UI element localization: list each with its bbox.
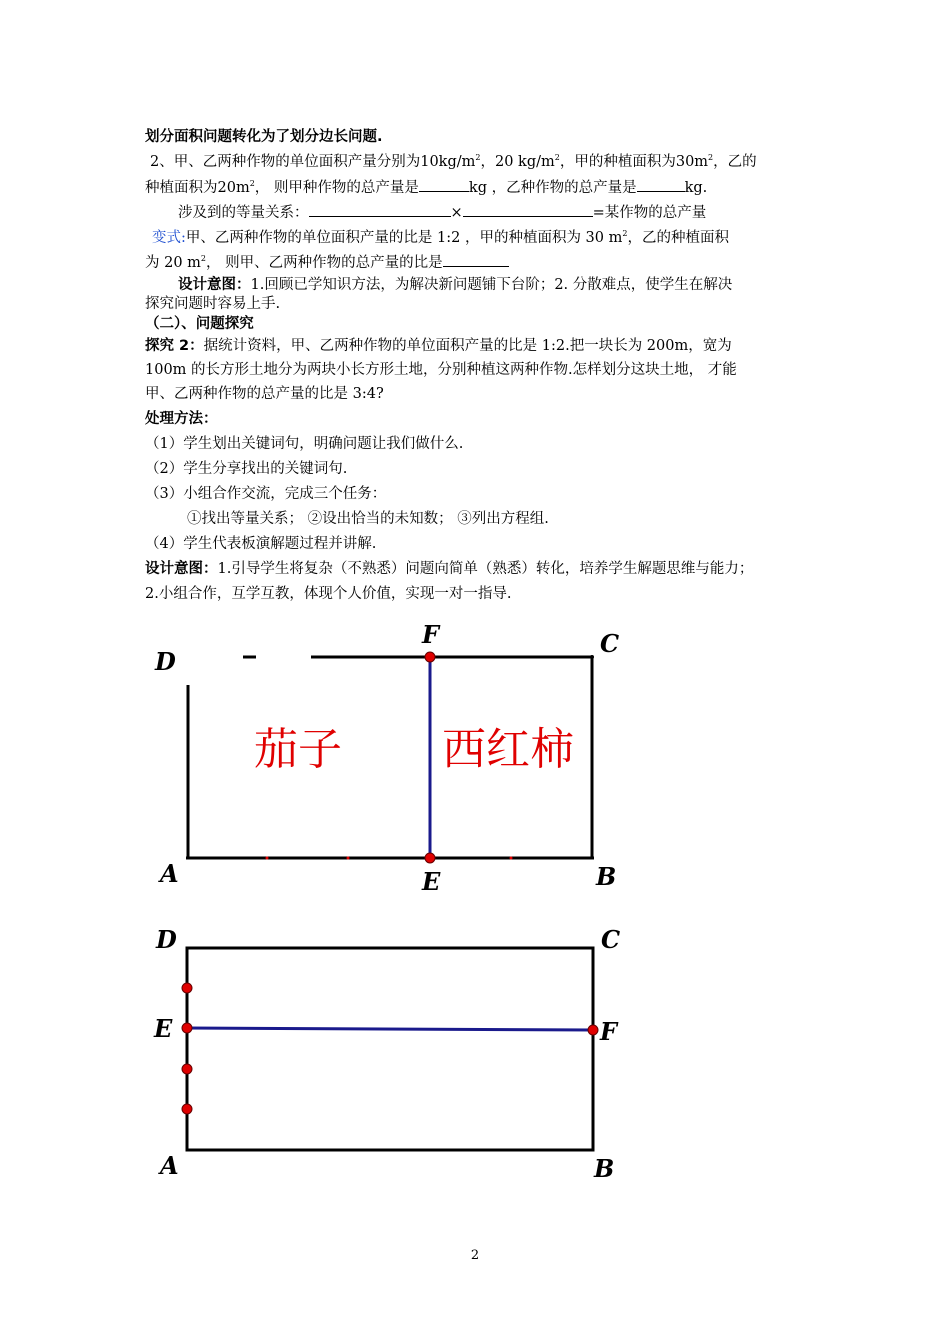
text-line-1: 划分面积问题转化为了划分边长问题. bbox=[145, 129, 383, 145]
fig1-crop-tomato: 西红柿 bbox=[442, 724, 574, 775]
text-line-8: 探究问题时容易上手. bbox=[145, 296, 281, 312]
fig1-label-c: C bbox=[600, 629, 620, 658]
fig2-label-e: E bbox=[154, 1014, 173, 1043]
fig2-divider-ef bbox=[187, 1028, 593, 1030]
fig1-label-e: E bbox=[422, 867, 441, 896]
fig1-label-f: F bbox=[422, 620, 440, 649]
text-line-2: 2、甲、乙两种作物的单位面积产量分别为$10kg/m^2$，20 $kg/m^2$，甲的种植面积为$30m^2$，乙的 bbox=[150, 153, 757, 170]
fig2-label-f: F bbox=[600, 1017, 618, 1046]
text-line-5: 变式:甲、乙两种作物的单位面积产量的比是 1:2 ，甲的种植面积为 30 $m^2$，乙的种植面积 bbox=[152, 229, 729, 246]
fig1-label-d: D bbox=[155, 647, 176, 676]
fig1-label-a: A bbox=[160, 859, 179, 888]
text-line-20: 2.小组合作，互学互教，体现个人价值，实现一对一指导. bbox=[145, 586, 512, 602]
fig2-label-c: C bbox=[601, 925, 621, 954]
section-heading: （二）、问题探究 bbox=[145, 316, 254, 332]
fig1-label-b: B bbox=[596, 862, 617, 891]
text-line-4: 涉及到的等量关系： × =某作物的总产量 bbox=[178, 202, 848, 223]
text-line-13: 处理方法： bbox=[145, 411, 218, 427]
text-line-3: 种植面积为$20m^2$， 则甲种作物的总产量是 kg ，乙种作物的总产量是 kg. bbox=[145, 177, 815, 198]
text-line-6: 为 20 $m^2$， 则甲、乙两种作物的总产量的比是 bbox=[145, 252, 815, 273]
text-line-15: （2）学生分享找出的关键词句. bbox=[145, 461, 348, 477]
fig2-rectangle bbox=[187, 948, 593, 1150]
text-line-19: 设计意图：1.引导学生将复杂（不熟悉）问题向简单（熟悉）转化，培养学生解题思维与能力； bbox=[145, 561, 754, 577]
text-line-11: 100m 的长方形土地分为两块小长方形土地，分别种植这两种作物.怎样划分这块土地， 才能 bbox=[145, 362, 737, 378]
fig2-point-1 bbox=[182, 983, 192, 993]
text-line-17: ①找出等量关系； ②设出恰当的未知数； ③列出方程组. bbox=[187, 511, 549, 527]
text-line-16: （3）小组合作交流，完成三个任务： bbox=[145, 486, 387, 502]
page-number: 2 bbox=[470, 1248, 480, 1263]
fig2-point-f bbox=[588, 1025, 598, 1035]
text-line-10: 探究 2：据统计资料，甲、乙两种作物的单位面积产量的比是 1:2.把一块长为 200m，宽为 bbox=[145, 338, 732, 354]
variant-label: 变式: bbox=[152, 230, 186, 246]
fig2-label-d: D bbox=[156, 925, 177, 954]
fig2-label-b: B bbox=[594, 1154, 615, 1183]
fig2-point-3 bbox=[182, 1064, 192, 1074]
fig1-crop-eggplant: 茄子 bbox=[254, 724, 342, 775]
fig2-label-a: A bbox=[160, 1151, 179, 1180]
fig2-point-e bbox=[182, 1023, 192, 1033]
text-line-14: （1）学生划出关键词句，明确问题让我们做什么. bbox=[145, 436, 464, 452]
text-line-12: 甲、乙两种作物的总产量的比是 3:4? bbox=[145, 386, 384, 402]
text-line-18: （4）学生代表板演解题过程并讲解. bbox=[145, 536, 377, 552]
fig2-point-4 bbox=[182, 1104, 192, 1114]
text-line-7: 设计意图：1.回顾已学知识方法，为解决新问题铺下台阶；2. 分散难点，使学生在解决 bbox=[178, 277, 733, 293]
